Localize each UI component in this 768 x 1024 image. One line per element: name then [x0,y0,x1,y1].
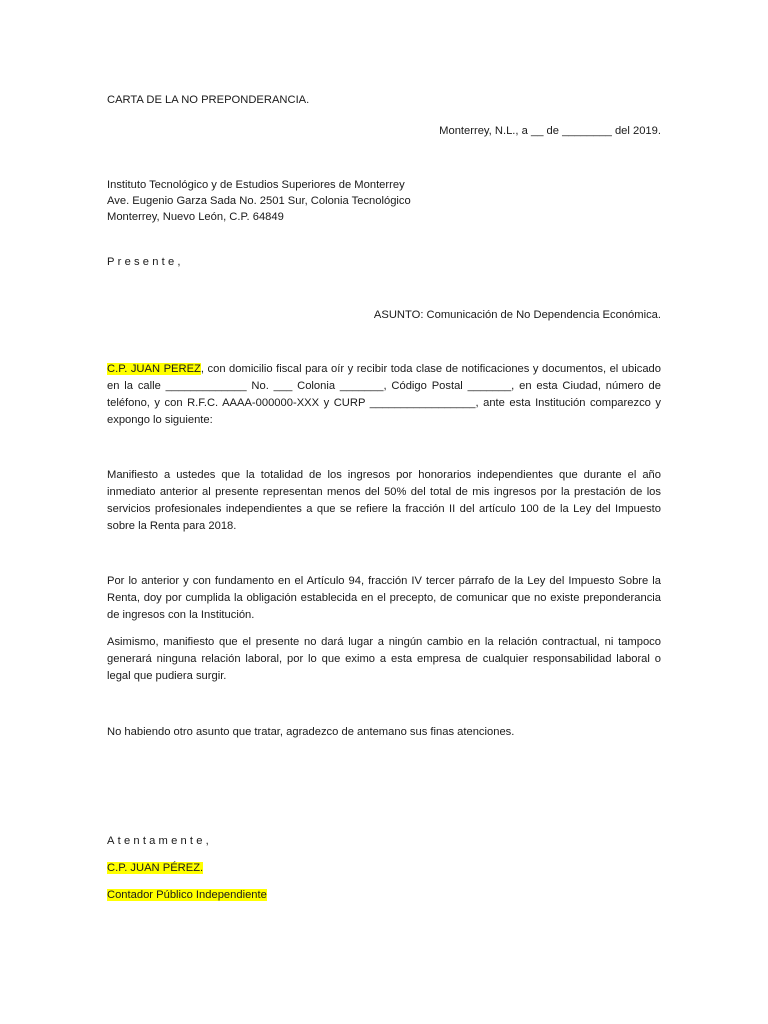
paragraph-income: Manifiesto a ustedes que la totalidad de los ingresos por honorarios independientes que durante el año inmediato anterior al presente representan menos del 50% del total de mis ingresos por la prestación de los servicios profesionales independientes a que se refiere la fracción II del artículo 100 de la Ley del Impuesto sobre la Renta para 2018. [107,469,661,532]
closing: Atentamente, [107,835,212,847]
subject-line: ASUNTO: Comunicación de No Dependencia Económica. [373,309,661,321]
recipient-line-3: Monterrey, Nuevo León, C.P. 64849 [107,211,284,223]
date-line: Monterrey, N.L., a __ de ________ del 2019. [439,125,661,137]
recipient-line-1: Instituto Tecnológico y de Estudios Superiores de Monterrey [107,179,405,191]
paragraph-no-labor-relation: Asimismo, manifiesto que el presente no dará lugar a ningún cambio en la relación contractual, ni tampoco generará ninguna relación laboral, por lo que eximo a esta empresa de cualquier responsabilidad laboral o legal que pudiera surgir. [107,636,661,682]
declarant-name-highlight: C.P. JUAN PEREZ [107,363,201,375]
signature-title: Contador Público Independiente [107,889,267,901]
salutation: Presente, [107,256,184,268]
paragraph-declarant [107,361,661,429]
paragraph-declarant-text: , con domicilio fiscal para oír y recibir toda clase de notificaciones y documentos, el ubicado en la calle _____________ No. ___ Colonia _______, Código Postal _______, en esta Ciudad, número de teléfono, y con R.F.C. AAAA-000000-XXX y CURP _________________, ante esta Institución comparezco y expongo lo siguiente: [107,363,661,426]
recipient-line-2: Ave. Eugenio Garza Sada No. 2501 Sur, Colonia Tecnológico [107,195,411,207]
paragraph-legal-basis: Por lo anterior y con fundamento en el Artículo 94, fracción IV tercer párrafo de la Ley del Impuesto Sobre la Renta, doy por cumplida la obligación establecida en el precepto, de comunicar que no existe preponderancia de ingresos con la Institución. [107,575,661,621]
signature-name-line [107,860,203,876]
signature-title-line [107,887,267,903]
document-title: CARTA DE LA NO PREPONDERANCIA. [107,94,310,106]
paragraph-closing-remark: No habiendo otro asunto que tratar, agradezco de antemano sus finas atenciones. [107,726,515,738]
signature-name: C.P. JUAN PÉREZ. [107,862,204,874]
